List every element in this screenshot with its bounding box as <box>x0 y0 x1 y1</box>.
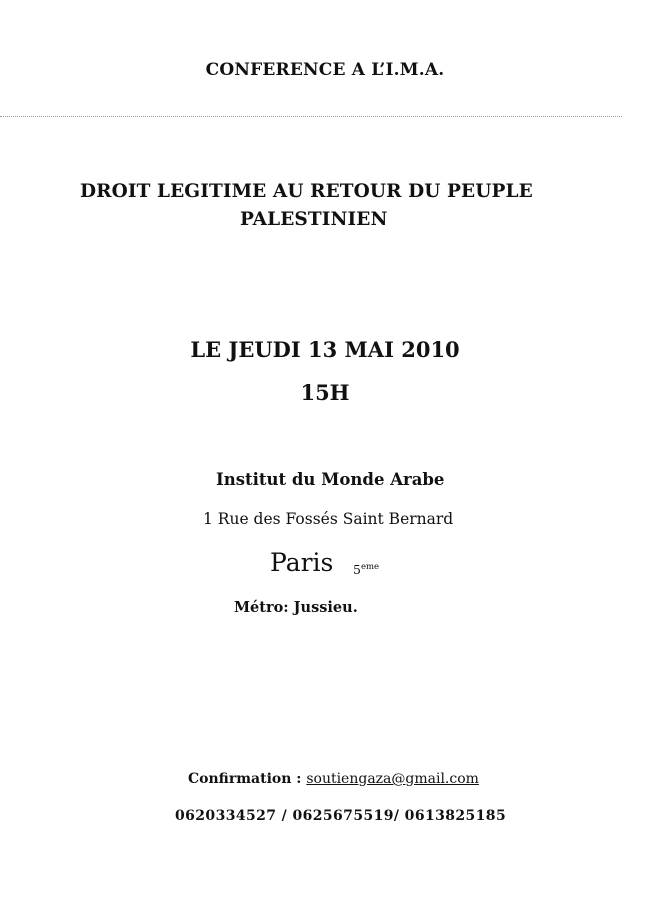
metro-station: Métro: Jussieu. <box>234 599 358 616</box>
arrondissement <box>353 562 379 577</box>
header-title: CONFERENCE A L’I.M.A. <box>205 60 445 80</box>
confirmation-row <box>188 771 479 787</box>
confirmation-label: Confirmation : <box>188 771 307 787</box>
arrondissement-number: 5 <box>353 562 361 577</box>
event-title-line-2: PALESTINIEN <box>240 209 388 230</box>
event-date: LE JEUDI 13 MAI 2010 <box>190 337 460 362</box>
venue-name: Institut du Monde Arabe <box>216 470 445 489</box>
arrondissement-suffix: eme <box>360 562 380 572</box>
confirmation-email-link[interactable]: soutiengaza@gmail.com <box>306 771 479 787</box>
dotted-divider <box>0 116 622 117</box>
phone-numbers: 0620334527 / 0625675519/ 0613825185 <box>175 808 507 824</box>
venue-address: 1 Rue des Fossés Saint Bernard <box>203 510 454 528</box>
event-time: 15H <box>300 380 350 405</box>
event-title-line-1: DROIT LEGITIME AU RETOUR DU PEUPLE <box>80 181 533 202</box>
venue-city: Paris <box>270 548 334 577</box>
